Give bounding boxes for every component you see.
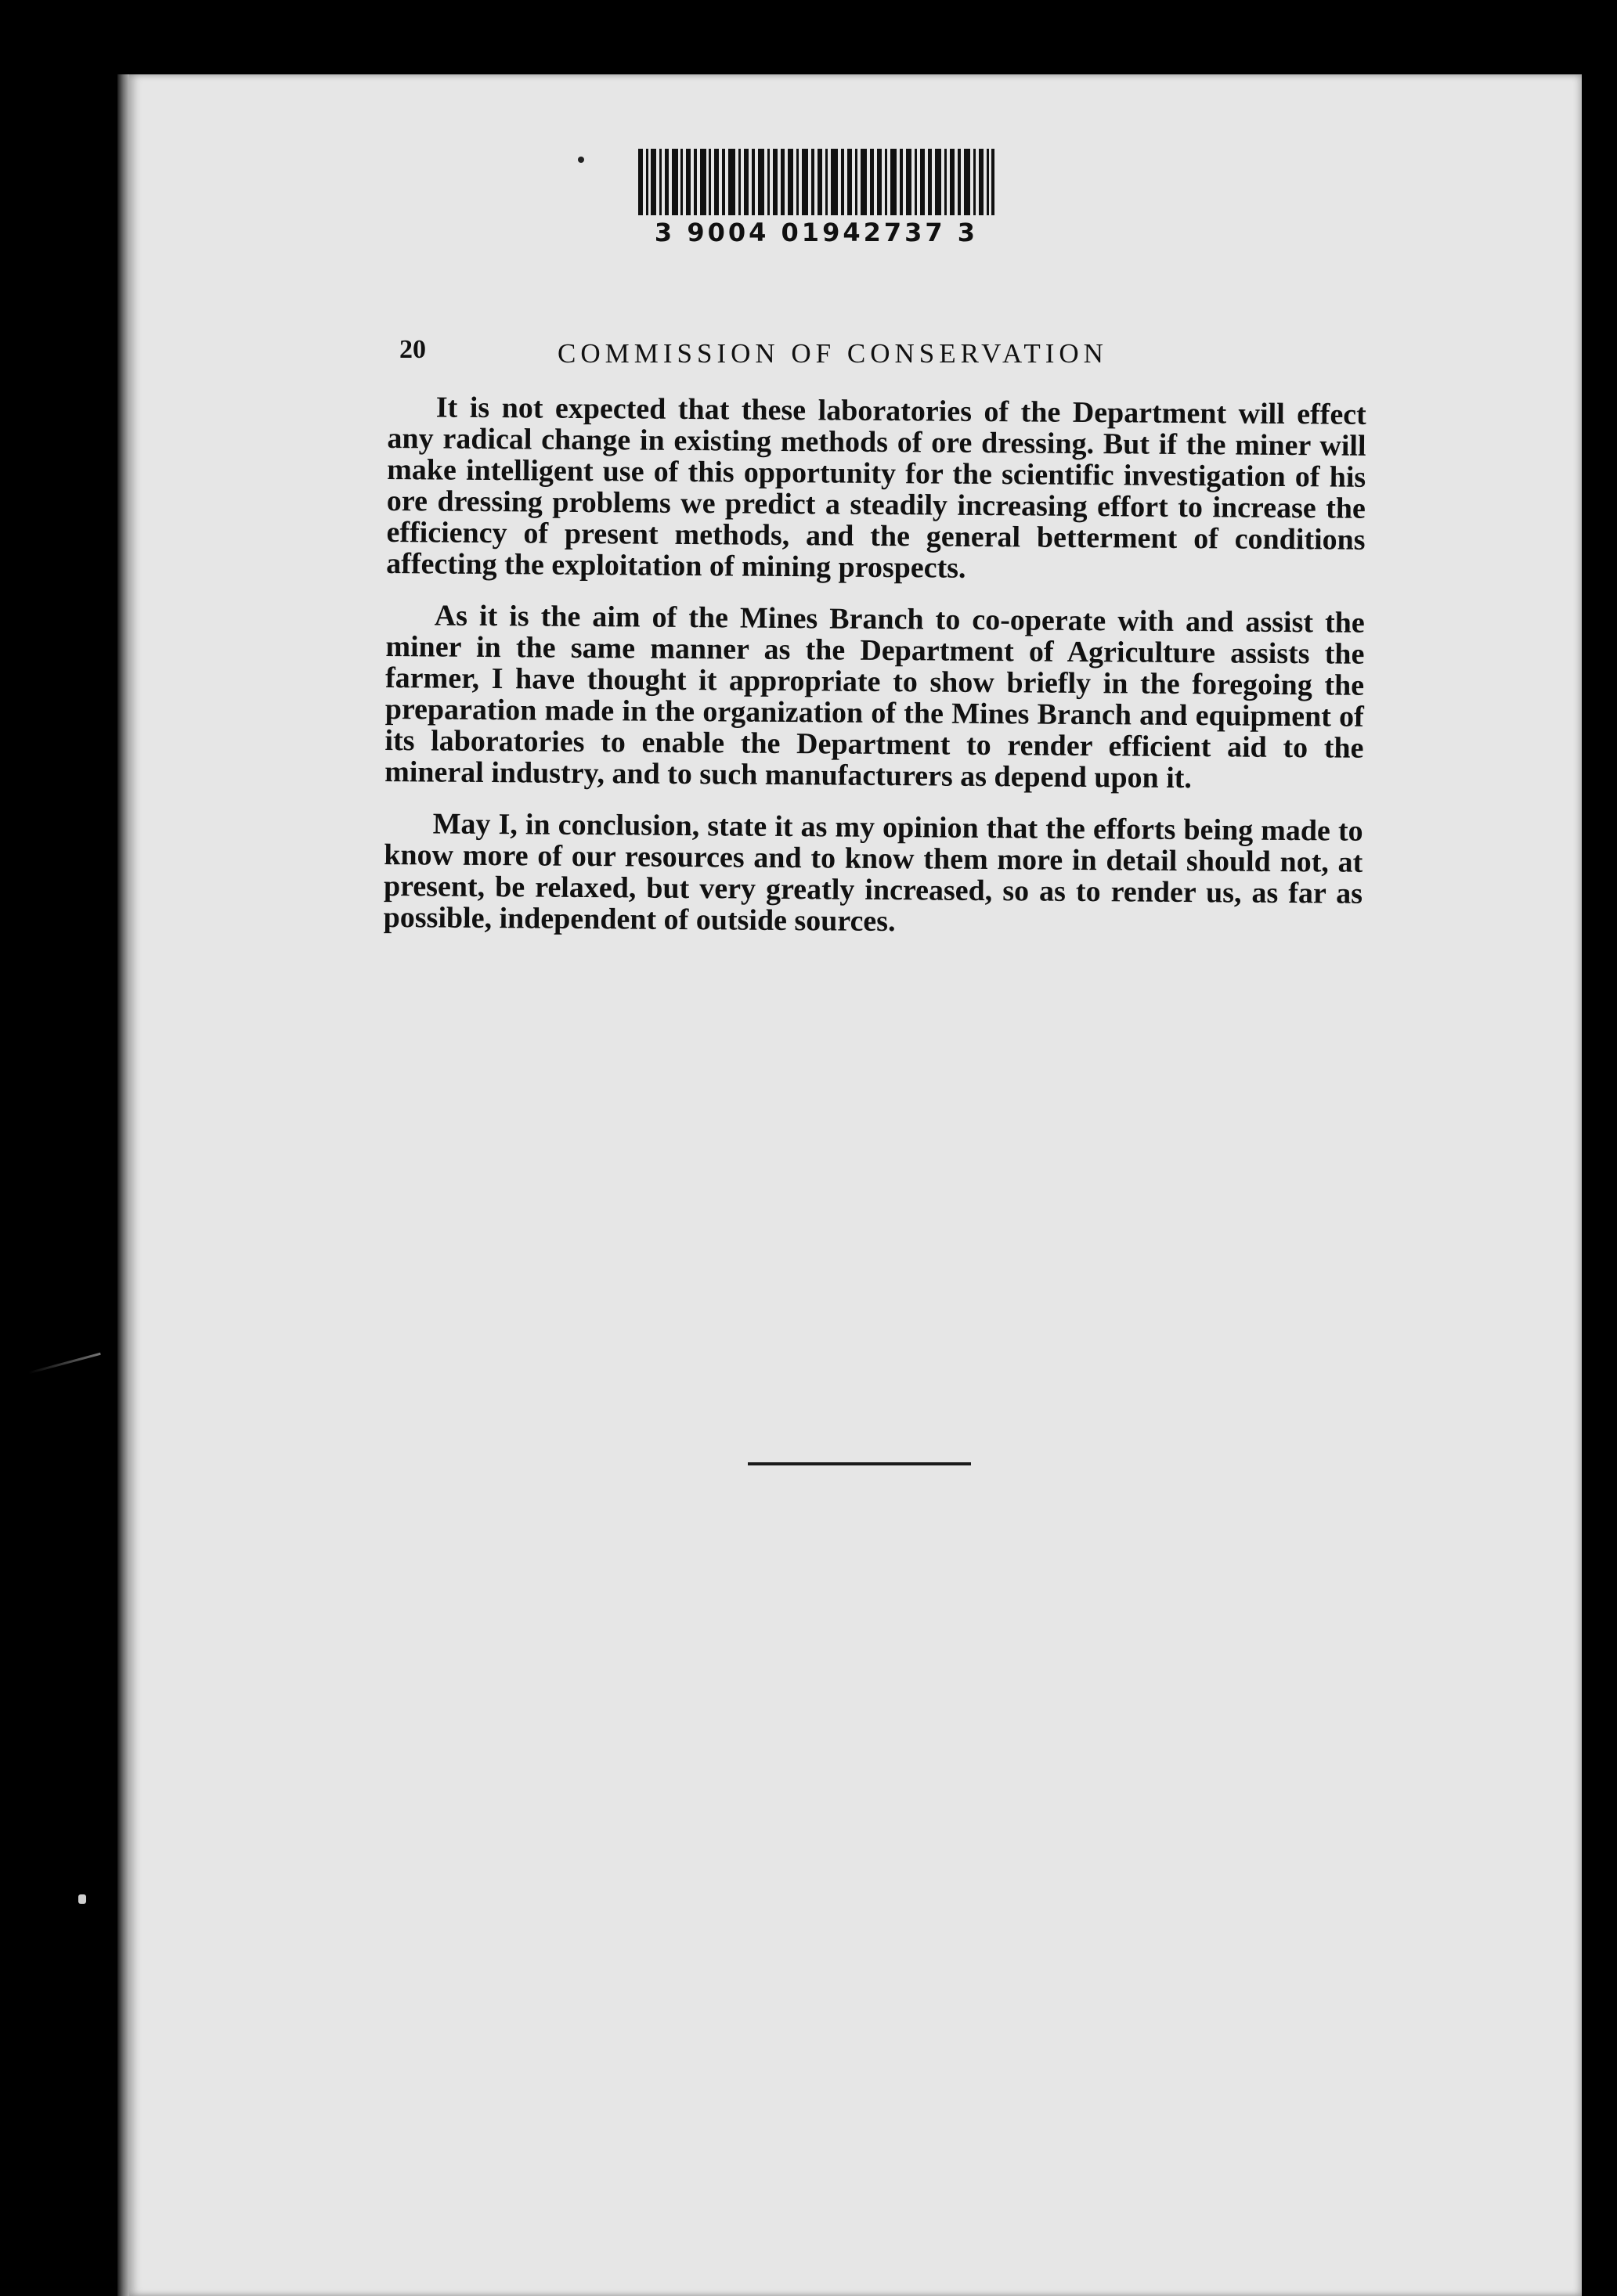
paragraph: As it is the aim of the Mines Branch to co-operate with and assist the miner in the same manner as the Department of Agriculture assists the farmer, I have thought it appropriate to show briefly in the foregoing the preparation made in the organization of the Mines Branch and equipment of its laboratories to enable the Department to render efficient aid to the mineral industry, and to such manufacturers as depend upon it. xyxy=(384,599,1365,795)
library-barcode xyxy=(638,149,994,215)
running-title: COMMISSION OF CONSERVATION xyxy=(558,338,1108,369)
scan-artifact xyxy=(28,1353,101,1374)
paragraph: It is not expected that these laboratories of the Department will effect any radical change in existing methods of ore dressing. But if the miner will make intelligent use of this opportunity for the scientific investigation of his ore dressing problems we predict a steadily increasing effort to increase the efficiency of present methods, and the general betterment of conditions affecting the exploitation of mining prospects. xyxy=(386,391,1366,585)
section-end-rule xyxy=(748,1462,971,1465)
barcode-number: 3 9004 01942737 3 xyxy=(654,218,979,247)
page-number: 20 xyxy=(399,335,426,364)
paragraph: May I, in conclusion, state it as my opinion that the efforts being made to know more of our resources and to know them more in detail should not, at present, be relaxed, but very greatly increased, so as to render us, as far as possible, independent of outside sources. xyxy=(383,807,1363,939)
body-text xyxy=(383,391,1366,961)
scan-artifact xyxy=(78,1894,86,1904)
scan-speck xyxy=(578,157,584,163)
